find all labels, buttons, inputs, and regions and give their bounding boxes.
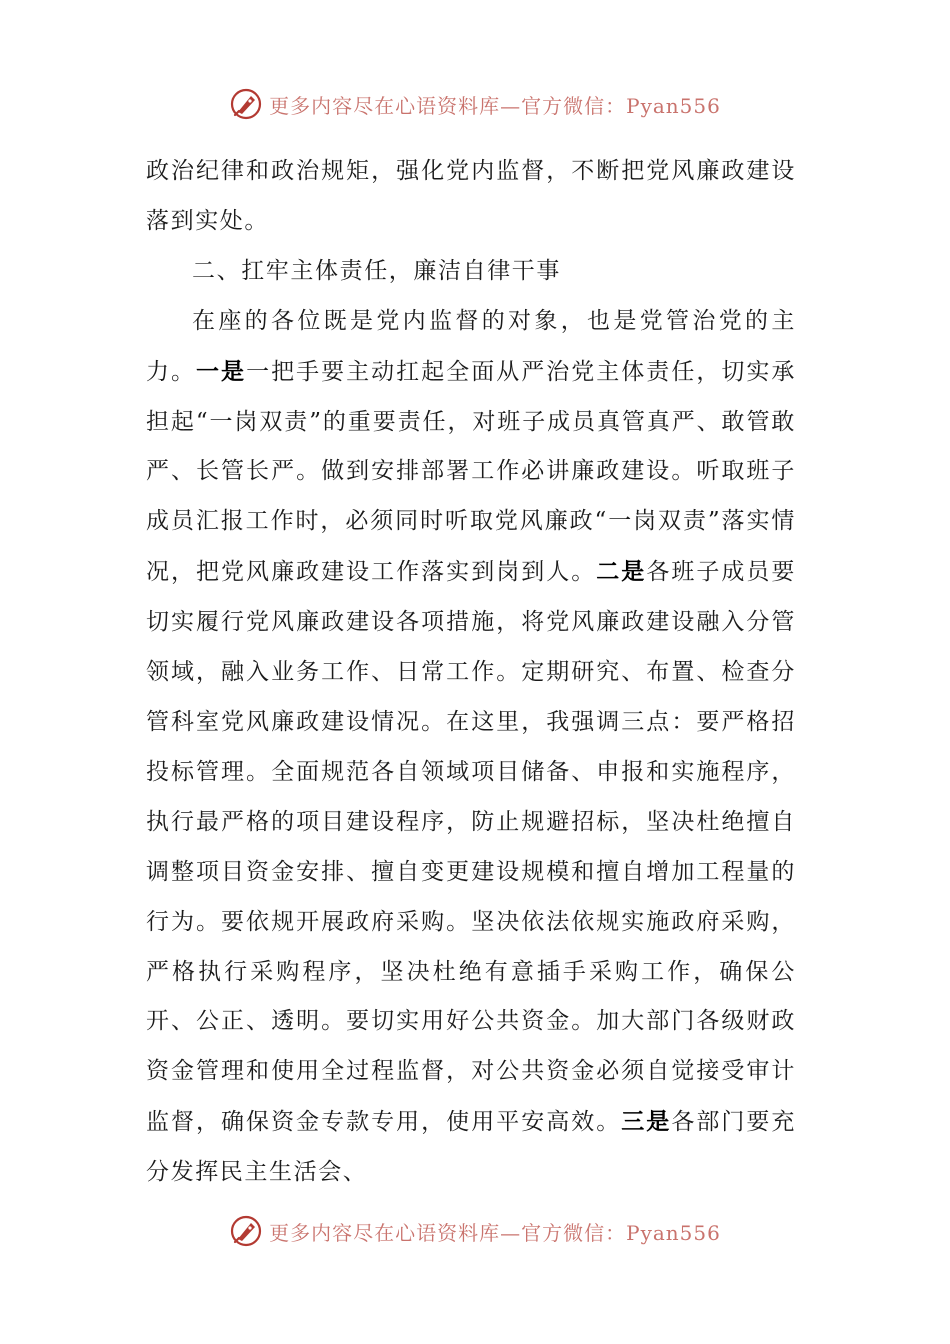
watermark-text: 更多内容尽在心语资料库—官方微信：Pyan556 bbox=[269, 1220, 721, 1245]
paragraph-text: 在座的各位既是党内监督的对象，也是党管治党的主力。 bbox=[146, 307, 796, 385]
watermark-text: 更多内容尽在心语资料库—官方微信：Pyan556 bbox=[269, 93, 721, 118]
point-three-marker: 三是 bbox=[621, 1108, 672, 1136]
point-one-marker: 一是 bbox=[196, 357, 247, 385]
pen-nib-seal-icon bbox=[229, 1214, 263, 1248]
main-paragraph bbox=[146, 297, 796, 1198]
point-two-marker: 二是 bbox=[596, 558, 647, 586]
footer-watermark bbox=[0, 1211, 950, 1251]
section-heading: 二、扛牢主体责任，廉洁自律干事 bbox=[192, 257, 561, 284]
pen-nib-seal-icon bbox=[229, 87, 263, 121]
paragraph-text: 各部门要充分发挥民主生活会、 bbox=[146, 1109, 796, 1186]
header-watermark bbox=[0, 84, 950, 124]
paragraph-text: 一把手要主动扛起全面从严治党主体责任，切实承担起“一岗双责”的重要责任，对班子成员真管真严、敢管敢严、长管长严。做到安排部署工作必讲廉政建设。听取班子成员汇报工作时，必须同时听取党风廉政“一岗双责”落实情况，把党风廉政建设工作落实到岗到人。 bbox=[146, 358, 796, 586]
document-body bbox=[146, 147, 796, 1198]
continuation-paragraph: 政治纪律和政治规矩，强化党内监督，不断把党风廉政建设落到实处。 bbox=[146, 158, 796, 234]
paragraph-text: 各班子成员要切实履行党风廉政建设各项措施，将党风廉政建设融入分管领域，融入业务工作、日常工作。定期研究、布置、检查分管科室党风廉政建设情况。在这里，我强调三点：要严格招投标管理。全面规范各自领域项目储备、申报和实施程序，执行最严格的项目建设程序，防止规避招标，坚决杜绝擅自调整项目资金安排、擅自变更建设规模和擅自增加工程量的行为。要依规开展政府采购。坚决依法依规实施政府采购，严格执行采购程序，坚决杜绝有意插手采购工作，确保公开、公正、透明。要切实用好公共资金。加大部门各级财政资金管理和使用全过程监督，对公共资金必须自觉接受审计监督，确保资金专款专用，使用平安高效。 bbox=[146, 559, 796, 1136]
